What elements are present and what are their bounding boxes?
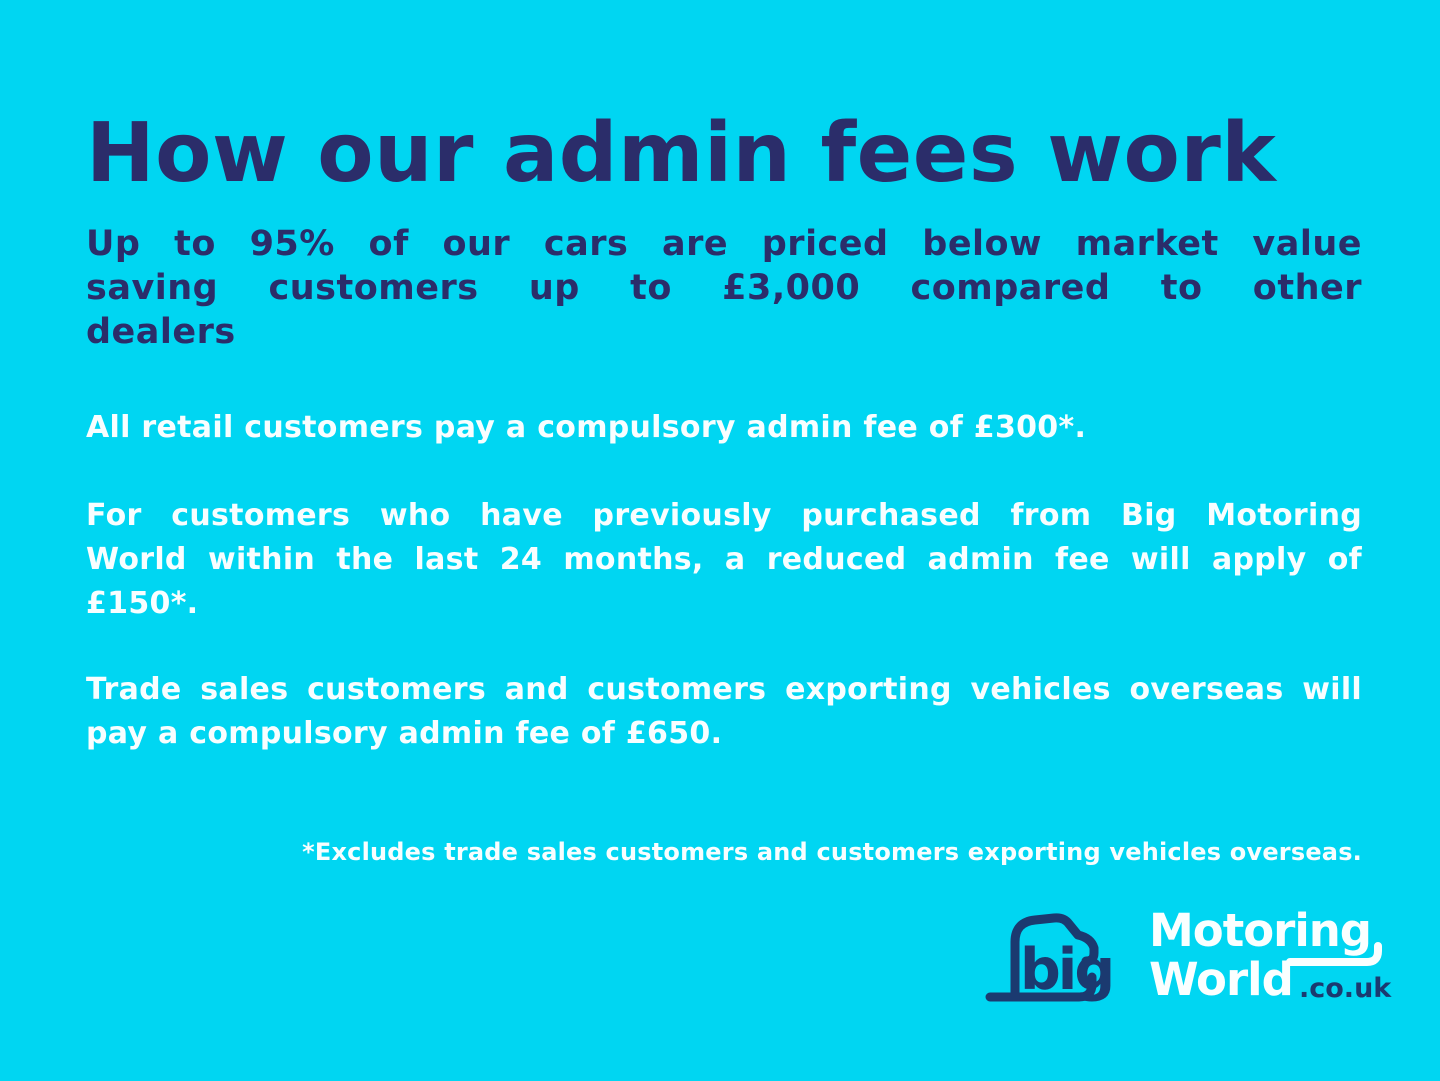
paragraph-returning-line-3: £150*. — [86, 586, 199, 621]
subtitle-line-2: saving customers up to £3,000 compared to other — [86, 268, 1362, 308]
paragraph-retail-fee-text: All retail customers pay a compulsory admin fee of £300*. — [86, 410, 1087, 445]
paragraph-returning-customer-fee — [86, 494, 1362, 626]
footnote-exclusions: *Excludes trade sales customers and customers exporting vehicles overseas. — [302, 838, 1362, 866]
paragraph-trade-line-1: Trade sales customers and customers exporting vehicles overseas will — [86, 672, 1362, 707]
big-motoring-world-logo — [983, 896, 1401, 1010]
paragraph-returning-line-2: World within the last 24 months, a reduced admin fee will apply of — [86, 542, 1362, 577]
logo-motoring-text: Motoring — [1149, 904, 1371, 957]
subtitle-line-1: Up to 95% of our cars are priced below market value — [86, 224, 1362, 264]
logo-big-text: big — [1020, 937, 1113, 1003]
paragraph-returning-line-1: For customers who have previously purchased from Big Motoring — [86, 498, 1362, 533]
big-car-icon — [983, 896, 1137, 1010]
subtitle-line-3: dealers — [86, 312, 236, 352]
paragraph-retail-fee — [86, 406, 1362, 450]
logo-world-text: World — [1149, 953, 1293, 1006]
logo-couk-text: .co.uk — [1299, 973, 1392, 1004]
paragraph-trade-fee — [86, 668, 1362, 756]
page-title: How our admin fees work — [86, 106, 1277, 201]
motoring-world-wordmark — [1149, 896, 1401, 1010]
paragraph-trade-line-2: pay a compulsory admin fee of £650. — [86, 716, 723, 751]
subtitle — [86, 222, 1362, 354]
